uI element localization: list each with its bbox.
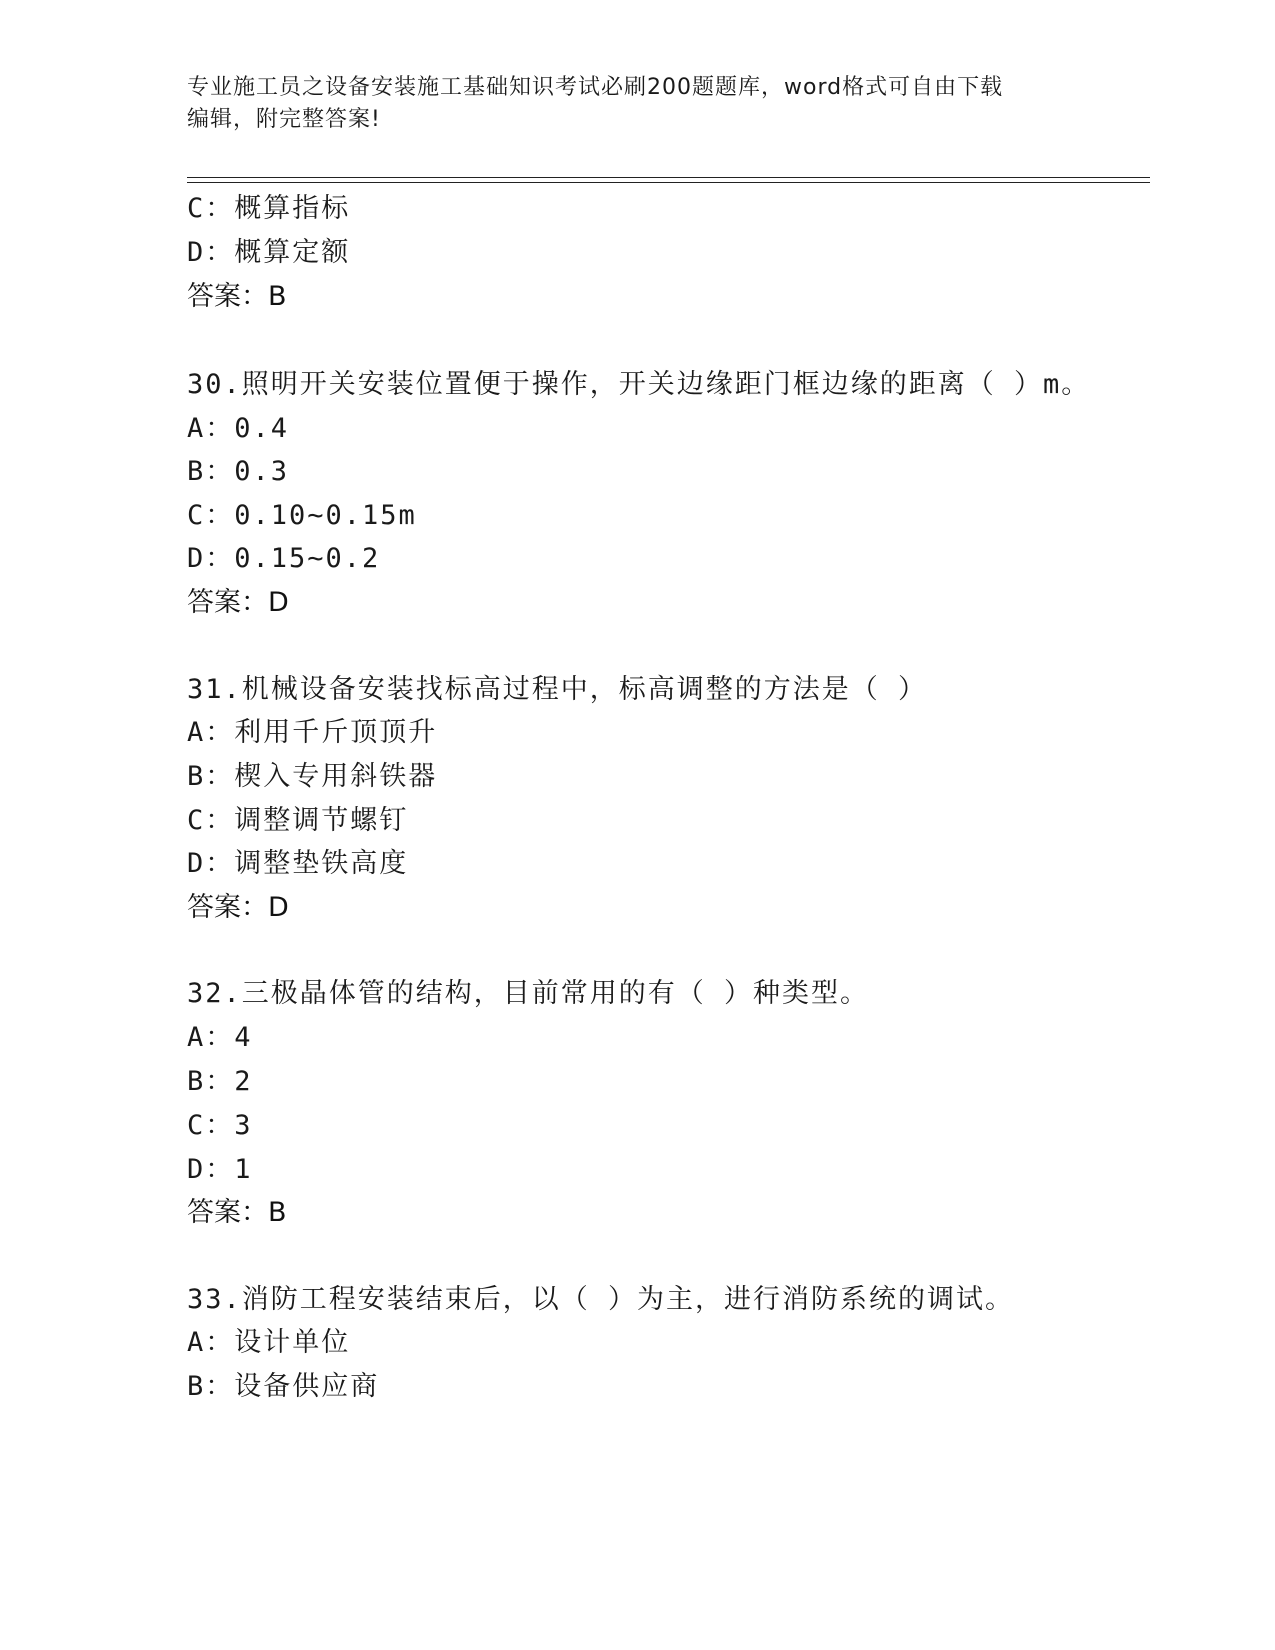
option-c: C：3: [187, 1110, 253, 1141]
answer-line: 答案：B: [187, 281, 287, 312]
answer-line: 答案：D: [187, 892, 289, 923]
option-a: A：4: [187, 1022, 253, 1053]
option-b: B：设备供应商: [187, 1371, 380, 1402]
option-a: A：利用千斤顶顶升: [187, 717, 438, 748]
option-c: C：0.10~0.15m: [187, 500, 417, 531]
question-30: 30.照明开关安装位置便于操作，开关边缘距门框边缘的距离（ ）m。: [187, 369, 1091, 400]
answer-line: 答案：B: [187, 1197, 287, 1228]
option-a: A：设计单位: [187, 1327, 351, 1358]
option-c: C：概算指标: [187, 193, 351, 224]
header-divider-bottom: [187, 182, 1150, 183]
question-33: 33.消防工程安装结束后，以（ ）为主，进行消防系统的调试。: [187, 1284, 1015, 1315]
header-title-line-2: 编辑，附完整答案!: [187, 107, 381, 132]
option-b: B：0.3: [187, 456, 290, 487]
answer-line: 答案：D: [187, 587, 289, 618]
document-header: [187, 72, 1087, 136]
option-d: D：调整垫铁高度: [187, 848, 409, 879]
option-d: D：1: [187, 1154, 253, 1185]
option-b: B：2: [187, 1066, 253, 1097]
question-31: 31.机械设备安装找标高过程中，标高调整的方法是（ ）: [187, 674, 928, 705]
option-b: B：楔入专用斜铁器: [187, 761, 438, 792]
option-d: D：概算定额: [187, 237, 351, 268]
question-32: 32.三极晶体管的结构，目前常用的有（ ）种类型。: [187, 978, 870, 1009]
option-d: D：0.15~0.2: [187, 543, 381, 574]
option-a: A：0.4: [187, 413, 290, 444]
option-c: C：调整调节螺钉: [187, 805, 409, 836]
header-title-line-1: 专业施工员之设备安装施工基础知识考试必刷200题题库，word格式可自由下载: [187, 75, 1004, 100]
header-divider-top: [187, 177, 1150, 178]
